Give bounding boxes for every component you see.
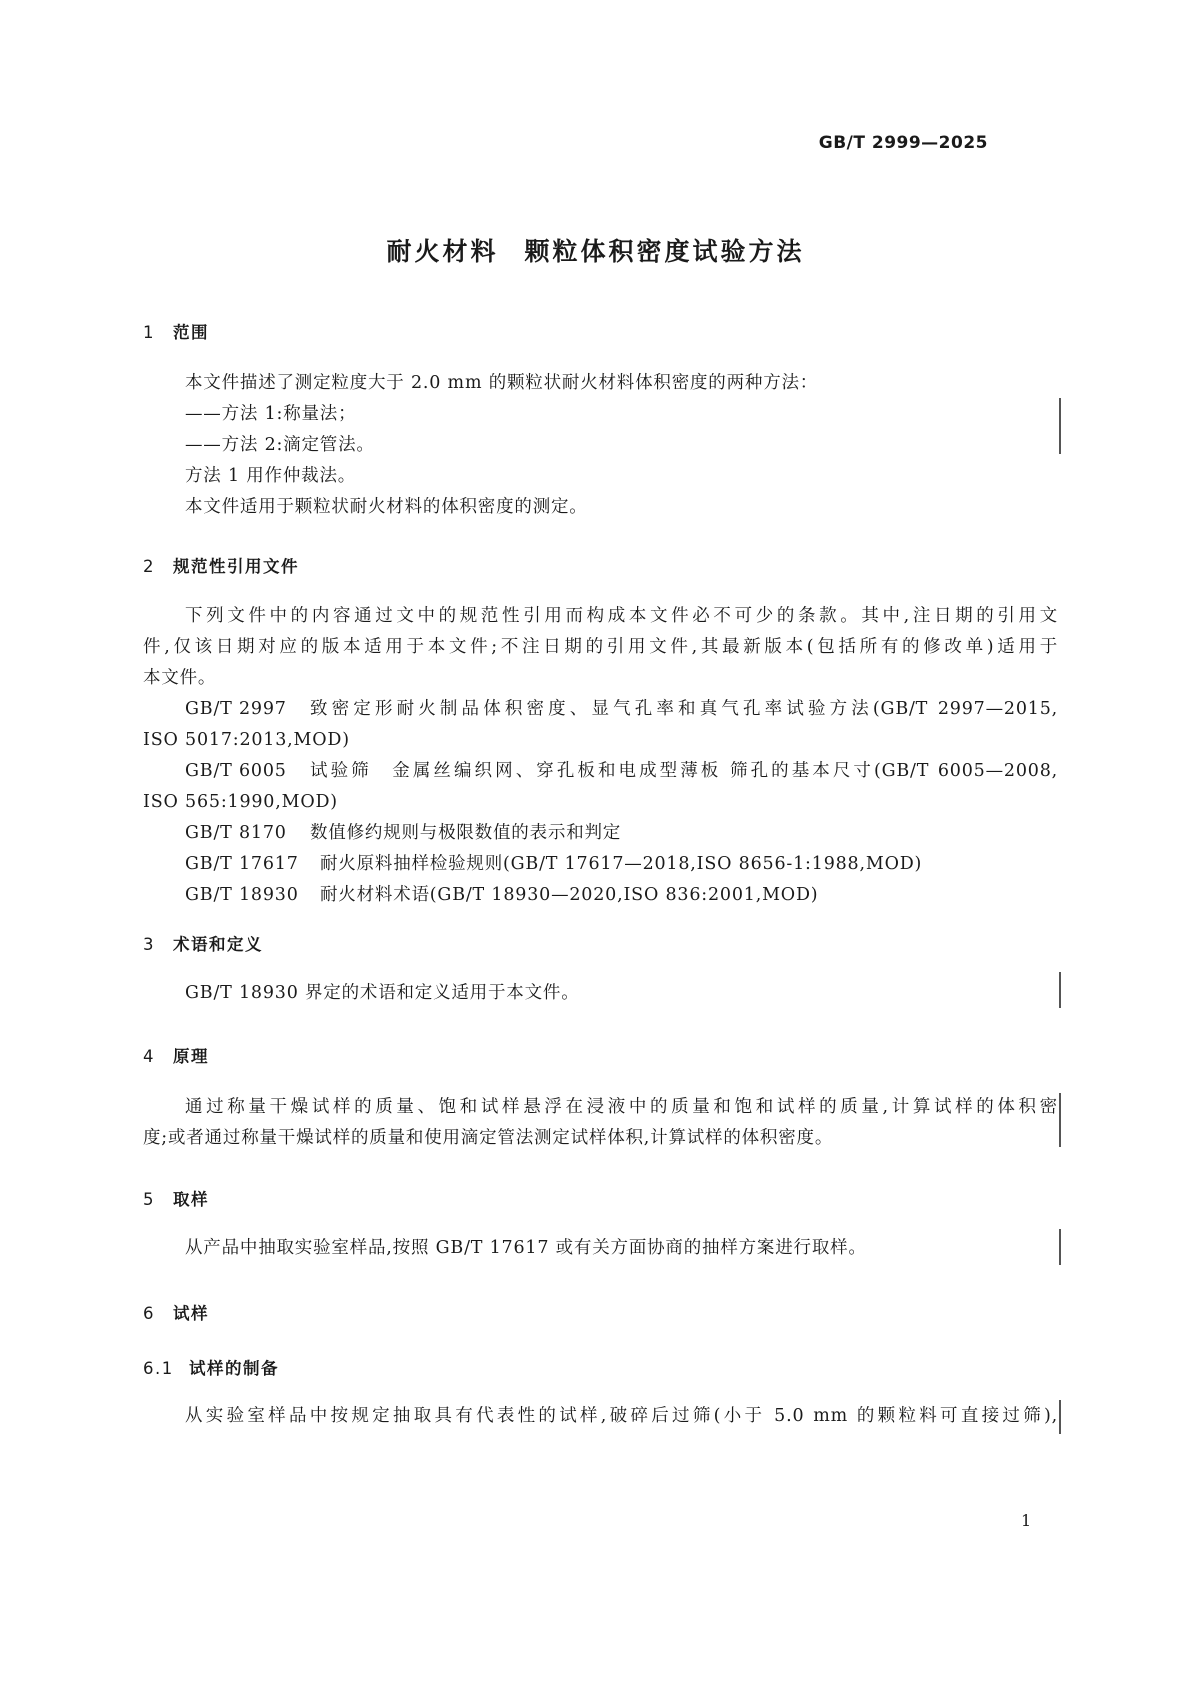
section-number: 6.1 [143, 1359, 174, 1378]
reference-title: 试验筛 金属丝编织网、穿孔板和电成型薄板 筛孔的基本尺寸(GB/T 6005—2008, [310, 761, 1058, 781]
document-title [0, 232, 1191, 268]
section-2-intro-line-1: 下列文件中的内容通过文中的规范性引用而构成本文件必不可少的条款。其中,注日期的引用文 [185, 606, 1058, 626]
reference-code: GB/T 18930 [185, 885, 299, 905]
section-1-item-1: ——方法 1:称量法； [185, 404, 357, 424]
section-2-intro-line-3: 本文件。 [143, 668, 217, 688]
standard-number: GB/T 2999—2025 [818, 133, 988, 153]
section-title: 取样 [173, 1190, 209, 1209]
section-title: 规范性引用文件 [173, 557, 299, 576]
section-4-heading [143, 1043, 209, 1067]
section-number: 5 [143, 1190, 155, 1209]
section-1-p3: 本文件适用于颗粒状耐火材料的体积密度的测定。 [185, 497, 588, 517]
section-3-p1: GB/T 18930 界定的术语和定义适用于本文件。 [185, 983, 580, 1003]
section-title: 范围 [173, 323, 209, 342]
section-4-line-2: 度;或者通过称量干燥试样的质量和使用滴定管法测定试样体积,计算试样的体积密度。 [143, 1128, 834, 1148]
section-title: 试样的制备 [189, 1359, 279, 1378]
reference-title: 数值修约规则与极限数值的表示和判定 [310, 823, 622, 843]
section-title: 试样 [173, 1304, 209, 1323]
section-title: 术语和定义 [173, 935, 263, 954]
section-4-line-1: 通过称量干燥试样的质量、饱和试样悬浮在浸液中的质量和饱和试样的质量,计算试样的体积密 [185, 1097, 1058, 1117]
section-2-intro-line-2: 件,仅该日期对应的版本适用于本文件;不注日期的引用文件,其最新版本(包括所有的修改单)适用于 [143, 637, 1058, 657]
title-left: 耐火材料 [386, 237, 499, 266]
section-number: 6 [143, 1304, 155, 1323]
title-right: 颗粒体积密度试验方法 [524, 237, 805, 266]
reference-title: 致密定形耐火制品体积密度、显气孔率和真气孔率试验方法(GB/T 2997—2015, [310, 699, 1058, 719]
section-6-1-heading [143, 1355, 279, 1379]
change-bar [1059, 398, 1061, 454]
section-5-heading [143, 1186, 209, 1210]
reference-title: 耐火材料术语(GB/T 18930—2020,ISO 836:2001,MOD) [320, 885, 819, 905]
change-bar [1059, 1229, 1061, 1265]
page-number: 1 [1021, 1511, 1032, 1530]
change-bar [1059, 972, 1061, 1008]
section-title: 原理 [173, 1047, 209, 1066]
change-bar [1059, 1093, 1061, 1147]
change-bar [1059, 1400, 1061, 1434]
reference-code: GB/T 17617 [185, 854, 299, 874]
reference-title: 耐火原料抽样检验规则(GB/T 17617—2018,ISO 8656-1:1988,MOD) [320, 854, 923, 874]
section-6-heading [143, 1300, 209, 1324]
reference-code: GB/T 6005 [185, 761, 287, 781]
section-number: 2 [143, 557, 155, 576]
section-1-item-2: ——方法 2:滴定管法。 [185, 435, 375, 455]
section-1-heading [143, 319, 209, 343]
section-number: 1 [143, 323, 155, 342]
reference-title-continued: ISO 565:1990,MOD) [143, 792, 338, 812]
section-3-heading [143, 931, 263, 955]
section-2-heading [143, 553, 299, 577]
section-1-p1: 本文件描述了测定粒度大于 2.0 mm 的颗粒状耐火材料体积密度的两种方法： [185, 373, 819, 393]
section-1-p2: 方法 1 用作仲裁法。 [185, 466, 357, 486]
section-5-p1: 从产品中抽取实验室样品,按照 GB/T 17617 或有关方面协商的抽样方案进行取样。 [185, 1238, 867, 1258]
section-6-1-line-1: 从实验室样品中按规定抽取具有代表性的试样,破碎后过筛(小于 5.0 mm 的颗粒料可直接过筛), [185, 1406, 1058, 1426]
reference-code: GB/T 8170 [185, 823, 287, 843]
section-number: 4 [143, 1047, 155, 1066]
reference-title-continued: ISO 5017:2013,MOD) [143, 730, 350, 750]
reference-code: GB/T 2997 [185, 699, 287, 719]
section-number: 3 [143, 935, 155, 954]
